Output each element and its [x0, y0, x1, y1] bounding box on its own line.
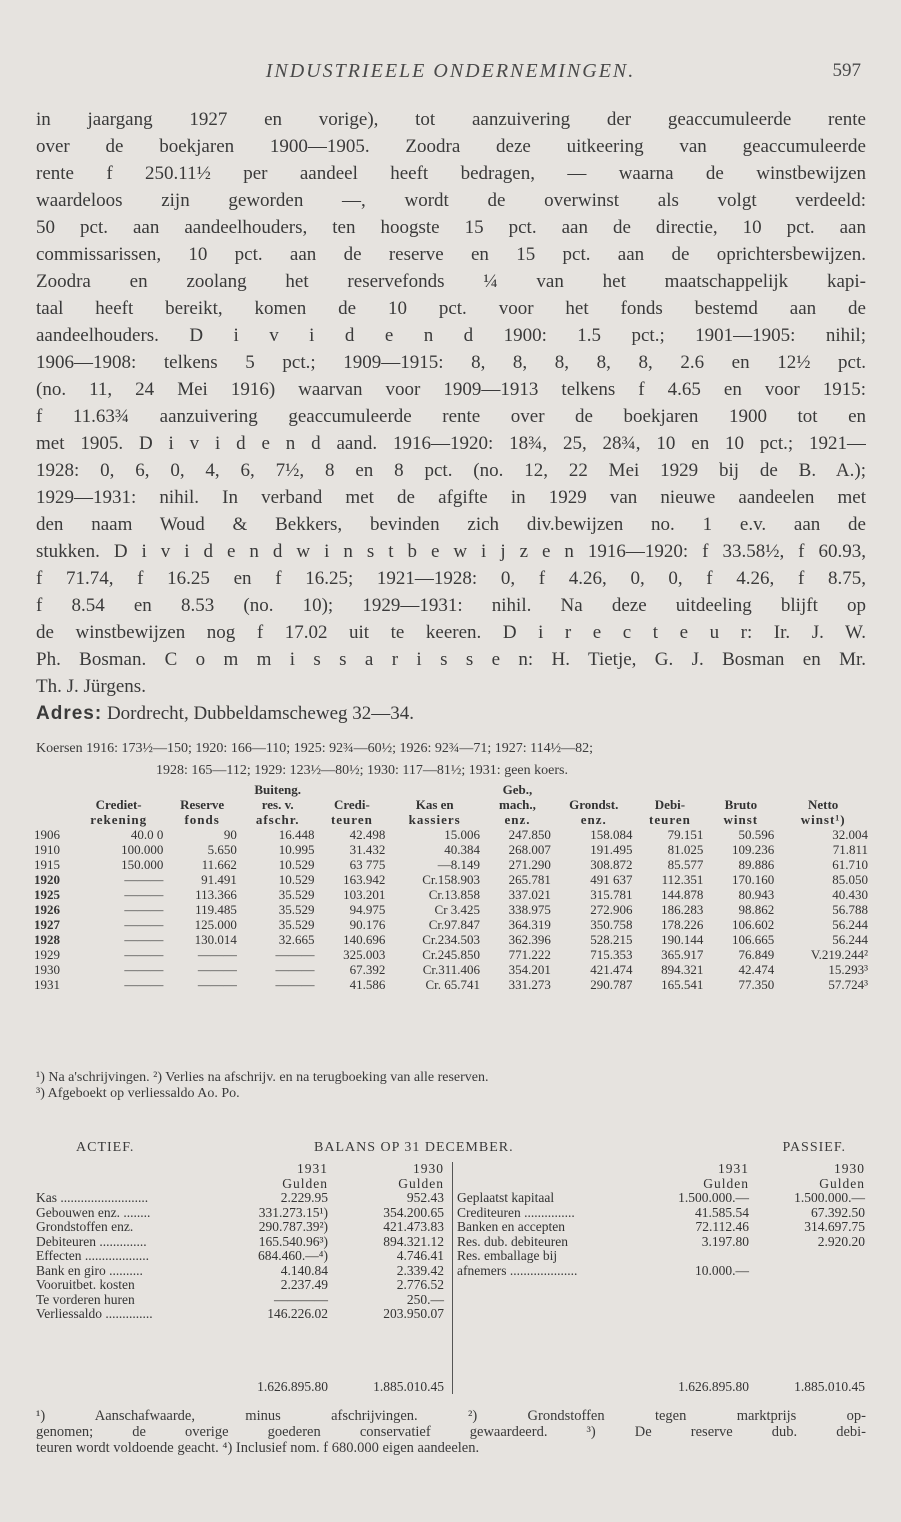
- balance-item-label: Banken en accepten: [457, 1219, 565, 1234]
- column-header: enz.: [504, 812, 531, 827]
- text-line: over de boekjaren 1900—1905. Zoodra deze uitkeering van geaccumuleerde: [36, 136, 866, 157]
- total-value: 1.885.010.45: [373, 1379, 444, 1394]
- text-line: stukken. D i v i d e n d w i n s t b e w i j z e n 1916—1920: f 33.58½, f 60.93,: [36, 541, 866, 562]
- balance-row: [453, 1220, 869, 1235]
- value-cell: Cr 3.425: [434, 902, 481, 917]
- address-text: Dordrecht, Dubbeldamscheweg 32—34.: [106, 703, 415, 724]
- year-cell: 1906: [34, 827, 60, 842]
- value-cell: 5.650: [207, 842, 237, 857]
- balance-value: 67.392.50: [811, 1204, 865, 1220]
- unit-label: Gulden: [819, 1175, 865, 1191]
- balance-item-label: Vooruitbet. kosten: [36, 1277, 135, 1292]
- value-cell: 42.498: [349, 827, 386, 842]
- footnote: ³) Afgeboekt op verliessaldo Ao. Po.: [36, 1086, 240, 1101]
- text-line: Zoodra en zoolang het reservefonds ¼ van het maatschappelijk kapi-: [36, 271, 866, 292]
- column-header: [32, 782, 72, 797]
- value-cell: 331.273: [508, 977, 551, 992]
- text-line: de winstbewijzen nog f 17.02 uit te keeren. D i r e c t e u r: Ir. J. W.: [36, 622, 866, 643]
- value-cell: V.219.244²: [810, 947, 868, 962]
- balance-sheet-title: BALANS OP 31 DECEMBER.: [314, 1140, 514, 1155]
- assets-total-row: [34, 1380, 446, 1395]
- column-header: [72, 782, 165, 797]
- actief-label: ACTIEF.: [76, 1140, 135, 1155]
- address-line: [36, 700, 866, 727]
- value-cell: Cr.311.406: [422, 962, 481, 977]
- balance-item-label: Crediteuren ...............: [457, 1204, 575, 1220]
- value-cell: 11.662: [201, 857, 237, 872]
- balance-value: 894.321.12: [383, 1233, 444, 1249]
- value-cell: 77.350: [738, 977, 775, 992]
- value-cell: ———: [197, 947, 237, 962]
- value-cell: 247.850: [508, 827, 551, 842]
- value-cell: ———: [197, 977, 237, 992]
- column-header: [316, 782, 387, 797]
- page-number: 597: [832, 60, 861, 81]
- value-cell: 325.003: [343, 947, 386, 962]
- unit-header-row: [34, 1177, 446, 1192]
- value-cell: 40.384: [444, 842, 481, 857]
- year-header-row: [34, 1162, 446, 1177]
- balance-row: [34, 1235, 446, 1250]
- value-cell: 186.283: [661, 902, 704, 917]
- value-cell: 364.319: [508, 917, 551, 932]
- value-cell: 125.000: [194, 917, 237, 932]
- year-label: 1931: [297, 1161, 328, 1176]
- balance-item-label: Res. dub. debiteuren: [457, 1233, 568, 1249]
- text-line: met 1905. D i v i d e n d aand. 1916—1920: 18¾, 25, 28¾, 10 en 10 pct.; 1921—: [36, 433, 866, 454]
- value-cell: 100.000: [121, 842, 164, 857]
- value-cell: ———: [275, 947, 315, 962]
- year-cell: 1925: [34, 887, 60, 902]
- balance-value: 2.237.49: [280, 1277, 328, 1292]
- balance-value: 684.460.—⁴): [258, 1248, 328, 1263]
- balance-value: 203.950.07: [383, 1306, 444, 1321]
- unit-label: Gulden: [703, 1175, 749, 1191]
- value-cell: 190.144: [661, 932, 704, 947]
- total-value: 1.626.895.80: [257, 1379, 328, 1394]
- balance-value: 354.200.65: [383, 1204, 444, 1220]
- value-cell: 144.878: [661, 887, 704, 902]
- value-cell: 16.448: [278, 827, 315, 842]
- value-cell: Cr.13.858: [428, 887, 481, 902]
- table-row: [32, 827, 870, 842]
- column-header: afschr.: [255, 812, 300, 827]
- total-value: 1.885.010.45: [794, 1379, 865, 1394]
- footnote-line: ¹) Aanschafwaarde, minus afschrijvingen. ²) Grondstoffen tegen marktprijs op-: [36, 1408, 866, 1424]
- value-cell: 31.432: [349, 842, 386, 857]
- value-cell: 165.541: [661, 977, 704, 992]
- value-cell: ———: [124, 887, 164, 902]
- column-header: teuren: [330, 812, 373, 827]
- value-cell: 41.586: [349, 977, 386, 992]
- table-row: [32, 977, 870, 992]
- balance-row: [34, 1264, 446, 1279]
- value-cell: ———: [197, 962, 237, 977]
- column-header: [32, 797, 72, 812]
- balance-item-label: afnemers ....................: [457, 1262, 578, 1278]
- balance-sheet-heading: [36, 1140, 866, 1160]
- column-header: res. v.: [261, 797, 294, 812]
- balance-value: 4.746.41: [396, 1248, 444, 1263]
- value-cell: 56.788: [832, 902, 868, 917]
- year-cell: 1931: [34, 977, 60, 992]
- value-cell: 130.014: [194, 932, 237, 947]
- column-header: [635, 782, 706, 797]
- value-cell: 32.665: [278, 932, 315, 947]
- column-header: mach.,: [499, 797, 536, 812]
- balance-row: [453, 1191, 869, 1206]
- year-cell: 1927: [34, 917, 60, 932]
- balance-row: [34, 1278, 446, 1293]
- financial-table: [32, 782, 870, 992]
- balance-value: 952.43: [406, 1190, 444, 1205]
- text-line: f 8.54 en 8.53 (no. 10); 1929—1931: nihil. Na deze uitdeeling blijft op: [36, 595, 866, 616]
- year-cell: 1930: [34, 962, 60, 977]
- balance-value: 2.339.42: [396, 1262, 444, 1278]
- footnote: ¹) Na a'schrijvingen. ²) Verlies na afschrijv. en na terugboeking van alle reserven.: [36, 1070, 489, 1085]
- value-cell: 91.491: [201, 872, 237, 887]
- balance-row: [453, 1249, 869, 1264]
- value-cell: 140.696: [343, 932, 386, 947]
- balance-value: 72.112.46: [695, 1219, 749, 1234]
- text-line: commissarissen, 10 pct. aan de reserve en 15 pct. aan de oprichtersbewijzen.: [36, 244, 866, 265]
- value-cell: 338.975: [508, 902, 551, 917]
- value-cell: 103.201: [343, 887, 386, 902]
- text-line: 1906—1908: telkens 5 pct.; 1909—1915: 8, 8, 8, 8, 8, 2.6 en 12½ pct.: [36, 352, 866, 373]
- table-header-row: [32, 797, 870, 812]
- value-cell: 40.430: [832, 887, 868, 902]
- year-label: 1930: [413, 1161, 444, 1176]
- unit-header-row: [453, 1177, 869, 1192]
- table-row: [32, 902, 870, 917]
- balance-row: [34, 1307, 446, 1322]
- liabilities-total-row: [453, 1380, 869, 1395]
- value-cell: 32.004: [832, 827, 868, 842]
- balance-item-label: Grondstoffen enz.: [36, 1219, 134, 1234]
- share-prices-line: Koersen 1916: 173½—150; 1920: 166—110; 1925: 92¾—60½; 1926: 92¾—71; 1927: 114½—82;: [36, 741, 594, 756]
- column-header: [387, 782, 482, 797]
- value-cell: 61.710: [832, 857, 868, 872]
- value-cell: 15.293³: [828, 962, 868, 977]
- column-header: fonds: [184, 812, 220, 827]
- value-cell: Cr.97.847: [428, 917, 481, 932]
- balance-item-label: Kas ..........................: [36, 1190, 149, 1205]
- column-header: Reserve: [180, 797, 225, 812]
- column-header: Bruto: [724, 797, 758, 812]
- share-prices-line: 1928: 165—112; 1929: 123½—80½; 1930: 117—81½; 1931: geen koers.: [156, 763, 568, 778]
- value-cell: 113.366: [195, 887, 237, 902]
- value-cell: 10.995: [278, 842, 315, 857]
- year-label: 1931: [718, 1161, 749, 1176]
- table-row: [32, 917, 870, 932]
- balance-value: 10.000.—: [695, 1262, 749, 1278]
- table-row: [32, 842, 870, 857]
- balance-item-label: Effecten ...................: [36, 1248, 149, 1263]
- company-description: [36, 106, 866, 727]
- value-cell: ———: [124, 932, 164, 947]
- column-header: Crediet-: [95, 797, 142, 812]
- value-cell: 365.917: [661, 947, 704, 962]
- balance-row: [34, 1206, 446, 1221]
- value-cell: 15.006: [444, 827, 481, 842]
- value-cell: ———: [275, 977, 315, 992]
- footnote-line: genomen; de overige goederen conservatief gewaardeerd. ³) De reserve dub. debi-: [36, 1424, 866, 1440]
- value-cell: 40.0 0: [130, 827, 164, 842]
- passief-label: PASSIEF.: [782, 1140, 846, 1155]
- column-header: [705, 782, 776, 797]
- balance-row: [453, 1206, 869, 1221]
- text-line: 1928: 0, 6, 0, 4, 6, 7½, 8 en 8 pct. (no. 12, 22 Mei 1929 bij de B. A.);: [36, 460, 866, 481]
- balance-row: [453, 1264, 869, 1279]
- value-cell: —8.149: [437, 857, 481, 872]
- value-cell: 85.050: [832, 872, 868, 887]
- value-cell: 315.781: [590, 887, 633, 902]
- value-cell: 67.392: [349, 962, 386, 977]
- year-cell: 1929: [34, 947, 60, 962]
- table-row: [32, 962, 870, 977]
- value-cell: 191.495: [590, 842, 633, 857]
- balance-value: 1.500.000.—: [794, 1190, 865, 1205]
- running-header: [0, 60, 901, 90]
- value-cell: 81.025: [667, 842, 704, 857]
- value-cell: Cr.158.903: [422, 872, 481, 887]
- balance-value: 2.229.95: [280, 1190, 328, 1205]
- balance-value: 250.—: [406, 1291, 444, 1307]
- column-header: winst: [723, 812, 759, 827]
- share-prices: [36, 738, 866, 782]
- year-cell: 1910: [34, 842, 60, 857]
- balance-value: 146.226.02: [267, 1306, 328, 1321]
- balance-value: 41.585.54: [695, 1204, 749, 1220]
- table-row: [32, 872, 870, 887]
- text-line: den naam Woud & Bekkers, bevinden zich div.bewijzen no. 1 e.v. aan de: [36, 514, 866, 535]
- column-header: Debi-: [654, 797, 686, 812]
- year-cell: 1928: [34, 932, 60, 947]
- year-cell: 1915: [34, 857, 60, 872]
- balance-row: [34, 1249, 446, 1264]
- address-label: Adres:: [36, 703, 103, 724]
- value-cell: 10.529: [278, 857, 315, 872]
- balance-item-label: Geplaatst kapitaal: [457, 1190, 555, 1205]
- value-cell: 715.353: [590, 947, 633, 962]
- value-cell: ———: [124, 962, 164, 977]
- value-cell: 337.021: [508, 887, 551, 902]
- liabilities-column: [452, 1162, 869, 1394]
- value-cell: 106.665: [732, 932, 775, 947]
- text-line: f 11.63¾ aanzuivering geaccumuleerde rente over de boekjaren 1900 tot en: [36, 406, 866, 427]
- value-cell: 35.529: [278, 917, 315, 932]
- value-cell: 265.781: [508, 872, 551, 887]
- table-row: [32, 887, 870, 902]
- total-value: 1.626.895.80: [678, 1379, 749, 1394]
- value-cell: 56.244: [832, 932, 868, 947]
- table-header-row: [32, 782, 870, 797]
- balance-sheet: [34, 1162, 868, 1394]
- text-line: (no. 11, 24 Mei 1916) waarvan voor 1909—1913 telkens f 4.65 en voor 1915:: [36, 379, 866, 400]
- value-cell: 112.351: [661, 872, 704, 887]
- unit-label: Gulden: [398, 1175, 444, 1191]
- year-label: 1930: [834, 1161, 865, 1176]
- column-header: Grondst.: [569, 797, 619, 812]
- balance-item-label: Verliessaldo ..............: [36, 1306, 153, 1321]
- value-cell: 76.849: [738, 947, 775, 962]
- value-cell: 94.975: [349, 902, 386, 917]
- value-cell: ———: [124, 977, 164, 992]
- value-cell: 50.596: [738, 827, 775, 842]
- balance-value: 421.473.83: [383, 1219, 444, 1234]
- balance-value: 2.776.52: [396, 1277, 444, 1292]
- value-cell: 528.215: [590, 932, 633, 947]
- value-cell: 354.201: [508, 962, 551, 977]
- value-cell: 170.160: [732, 872, 775, 887]
- balance-item-label: Res. emballage bij: [457, 1248, 558, 1263]
- value-cell: 57.724³: [828, 977, 868, 992]
- text-line: f 71.74, f 16.25 en f 16.25; 1921—1928: 0, f 4.26, 0, 0, f 4.26, f 8.75,: [36, 568, 866, 589]
- running-title: INDUSTRIEELE ONDERNEMINGEN.: [265, 60, 636, 82]
- value-cell: 85.577: [667, 857, 704, 872]
- value-cell: Cr.245.850: [422, 947, 481, 962]
- text-line: rente f 250.11½ per aandeel heeft bedragen, — waarna de winstbewijzen: [36, 163, 866, 184]
- value-cell: 150.000: [121, 857, 164, 872]
- value-cell: 771.222: [508, 947, 551, 962]
- value-cell: 350.758: [590, 917, 633, 932]
- column-header: teuren: [649, 812, 691, 827]
- balance-value: 4.140.84: [280, 1262, 328, 1278]
- column-header: Geb.,: [502, 782, 533, 797]
- value-cell: 158.084: [590, 827, 633, 842]
- table-row: [32, 932, 870, 947]
- value-cell: 290.787: [590, 977, 633, 992]
- balance-value: 314.697.75: [804, 1219, 865, 1234]
- value-cell: 163.942: [343, 872, 386, 887]
- column-header: Netto: [807, 797, 839, 812]
- unit-label: Gulden: [282, 1175, 328, 1191]
- balance-item-label: Te vorderen huren: [36, 1291, 135, 1307]
- value-cell: 178.226: [661, 917, 704, 932]
- year-header-row: [453, 1162, 869, 1177]
- balance-value: 290.787.39²): [258, 1219, 328, 1234]
- value-cell: 308.872: [590, 857, 633, 872]
- value-cell: 63 775: [349, 857, 386, 872]
- balance-value: ————: [274, 1291, 328, 1307]
- balance-item-label: Bank en giro ..........: [36, 1262, 143, 1278]
- column-header: winst¹): [800, 812, 846, 827]
- column-header: rekening: [90, 812, 148, 827]
- column-header: kassiers: [408, 812, 461, 827]
- table-row: [32, 857, 870, 872]
- value-cell: 89.886: [738, 857, 775, 872]
- value-cell: 421.474: [590, 962, 633, 977]
- table-footnotes: [36, 1070, 866, 1102]
- column-header: enz.: [580, 812, 607, 827]
- text-line: taal heeft bereikt, komen de 10 pct. voor het fonds bestemd aan de: [36, 298, 866, 319]
- text-line: 50 pct. aan aandeelhouders, ten hoogste 15 pct. aan de directie, 10 pct. aan: [36, 217, 866, 238]
- value-cell: Cr.234.503: [422, 932, 481, 947]
- value-cell: 90: [223, 827, 237, 842]
- footnote-line: teuren wordt voldoende geacht. ⁴) Inclusief nom. f 680.000 eigen aandeelen.: [36, 1440, 480, 1456]
- table-row: [32, 947, 870, 962]
- value-cell: 362.396: [508, 932, 551, 947]
- assets-column: [34, 1161, 446, 1394]
- column-header: [32, 812, 72, 827]
- value-cell: 491 637: [590, 872, 633, 887]
- year-cell: 1926: [34, 902, 60, 917]
- balance-row: [453, 1235, 869, 1250]
- column-header: Kas en: [415, 797, 454, 812]
- balance-value: 165.540.96³): [258, 1233, 328, 1249]
- balance-value: 2.920.20: [817, 1233, 865, 1249]
- value-cell: 271.290: [508, 857, 551, 872]
- year-cell: 1920: [34, 872, 60, 887]
- value-cell: 71.811: [832, 842, 868, 857]
- balance-item-label: Debiteuren ..............: [36, 1233, 147, 1249]
- value-cell: 90.176: [349, 917, 386, 932]
- value-cell: 56.244: [832, 917, 868, 932]
- balance-row: [34, 1220, 446, 1235]
- value-cell: 79.151: [667, 827, 704, 842]
- value-cell: 98.862: [738, 902, 775, 917]
- value-cell: ———: [124, 917, 164, 932]
- balance-value: 1.500.000.—: [678, 1190, 749, 1205]
- table-header-row: [32, 812, 870, 827]
- balance-item-label: Gebouwen enz. ........: [36, 1204, 151, 1220]
- text-line: Th. J. Jürgens.: [36, 676, 146, 697]
- value-cell: 10.529: [278, 872, 315, 887]
- balance-footnotes: [36, 1408, 866, 1456]
- text-line: waardeloos zijn geworden —, wordt de overwinst als volgt verdeeld:: [36, 190, 866, 211]
- text-line: Ph. Bosman. C o m m i s s a r i s s e n: H. Tietje, G. J. Bosman en Mr.: [36, 649, 866, 670]
- value-cell: ———: [124, 947, 164, 962]
- value-cell: 272.906: [590, 902, 633, 917]
- value-cell: 35.529: [278, 902, 315, 917]
- text-line: in jaargang 1927 en vorige), tot aanzuivering der geaccumuleerde rente: [36, 109, 866, 130]
- balance-value: 3.197.80: [701, 1233, 749, 1249]
- value-cell: Cr. 65.741: [425, 977, 481, 992]
- value-cell: 268.007: [508, 842, 551, 857]
- balance-row: [34, 1191, 446, 1206]
- value-cell: 894.321: [661, 962, 704, 977]
- value-cell: 119.485: [195, 902, 237, 917]
- value-cell: 42.474: [738, 962, 775, 977]
- column-header: Credi-: [333, 797, 370, 812]
- column-header: Buiteng.: [254, 782, 301, 797]
- balance-row: [34, 1293, 446, 1308]
- value-cell: 80.943: [738, 887, 775, 902]
- value-cell: 106.602: [732, 917, 775, 932]
- value-cell: 109.236: [732, 842, 775, 857]
- value-cell: ———: [275, 962, 315, 977]
- column-header: [776, 782, 870, 797]
- text-line: aandeelhouders. D i v i d e n d 1900: 1.5 pct.; 1901—1905: nihil;: [36, 325, 866, 346]
- value-cell: 35.529: [278, 887, 315, 902]
- table-body: [32, 827, 870, 992]
- text-line: 1929—1931: nihil. In verband met de afgifte in 1929 van nieuwe aandeelen met: [36, 487, 866, 508]
- balance-value: 331.273.15¹): [258, 1204, 328, 1220]
- column-header: [553, 782, 635, 797]
- column-header: [165, 782, 239, 797]
- value-cell: ———: [124, 902, 164, 917]
- value-cell: ———: [124, 872, 164, 887]
